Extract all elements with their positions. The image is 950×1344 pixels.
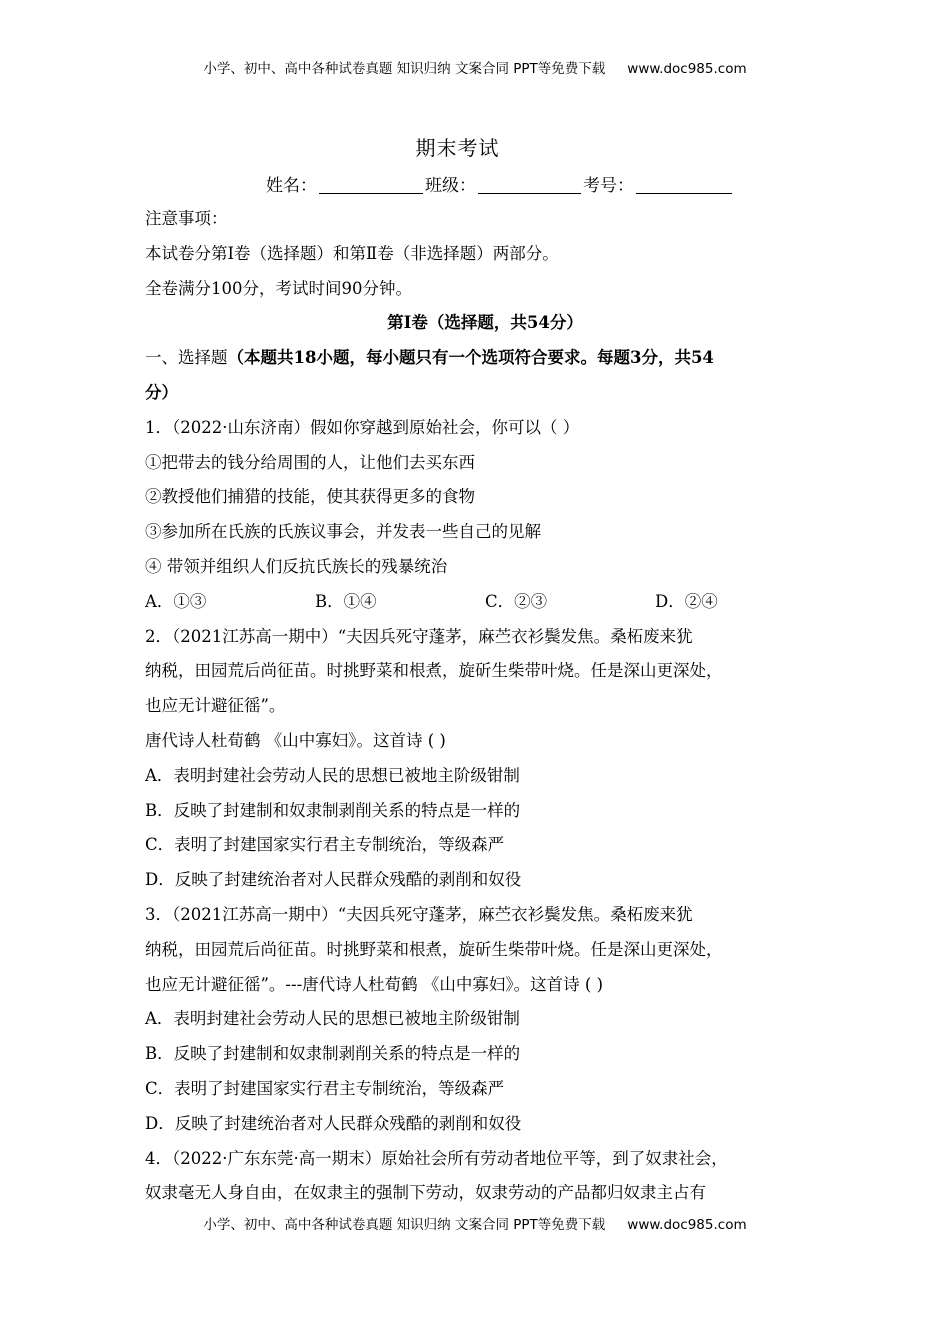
notes-heading: 注意事项： (145, 209, 228, 228)
name-label: 姓名： (266, 176, 317, 196)
answer-option-c: C．表明了封建国家实行君主专制统治，等级森严 (145, 1078, 505, 1098)
footer-site-link[interactable]: www.doc985.com (627, 1217, 747, 1233)
question-stem: 也应无计避征徭”。---唐代诗人杜荀鹤 《山中寡妇》。这首诗 ( ) (145, 974, 604, 994)
class-label: 班级： (425, 176, 476, 196)
name-blank (319, 175, 423, 194)
exam-title: 期末考试 (415, 136, 500, 160)
header-text: 小学、初中、高中各种试卷真题 知识归纳 文案合同 PPT等免费下载 (203, 61, 606, 77)
answer-option-b: B．反映了封建制和奴隶制剥削关系的特点是一样的 (145, 800, 521, 820)
answer-option-a: A．表明封建社会劳动人民的思想已被地主阶级钳制 (145, 1009, 520, 1029)
answer-option-d: D．②④ (655, 591, 718, 611)
footer-text: 小学、初中、高中各种试卷真题 知识归纳 文案合同 PPT等免费下载 (203, 1217, 606, 1233)
section-intro-prefix: 一、选择题 (145, 348, 228, 368)
page-footer (0, 1213, 950, 1233)
question-stem: 唐代诗人杜荀鹤 《山中寡妇》。这首诗 ( ) (145, 730, 446, 750)
question-statement: ①把带去的钱分给周围的人，让他们去买东西 (145, 452, 475, 472)
answer-option-c: C．②③ (485, 591, 548, 611)
section-intro-rules-cont: 分） (145, 382, 178, 402)
question-stem: 纳税，田园荒后尚征苗。时挑野菜和根煮，旋斫生柴带叶烧。任是深山更深处， (145, 661, 723, 681)
student-info-line (0, 171, 950, 196)
page-header (0, 57, 950, 77)
answer-option-b: B．①④ (315, 591, 377, 611)
number-label: 考号： (583, 176, 634, 196)
question-stem: 也应无计避征徭”。 (145, 696, 286, 716)
answer-option-a: A．表明封建社会劳动人民的思想已被地主阶级钳制 (145, 765, 520, 785)
question-statement: ②教授他们捕猎的技能，使其获得更多的食物 (145, 487, 475, 507)
question-stem: 纳税，田园荒后尚征苗。时挑野菜和根煮，旋斫生柴带叶烧。任是深山更深处， (145, 939, 723, 959)
answer-option-a: A．①③ (145, 591, 207, 611)
question-stem: 1．（2022·山东济南）假如你穿越到原始社会，你可以（ ） (145, 417, 580, 437)
question-statement: ④ 带领并组织人们反抗氏族长的残暴统治 (145, 556, 448, 576)
question-stem: 4．（2022·广东东莞·高一期末）原始社会所有劳动者地位平等，到了奴隶社会， (145, 1148, 728, 1168)
answer-option-c: C．表明了封建国家实行君主专制统治，等级森严 (145, 835, 505, 855)
exam-content (145, 202, 825, 1211)
number-blank (636, 175, 732, 194)
answer-option-b: B．反映了封建制和奴隶制剥削关系的特点是一样的 (145, 1044, 521, 1064)
notes-line: 全卷满分100分，考试时间90分钟。 (145, 278, 412, 298)
question-stem: 2．（2021江苏高一期中）“夫因兵死守蓬茅，麻苎衣衫鬓发焦。桑柘废来犹 (145, 626, 693, 646)
answer-option-d: D．反映了封建统治者对人民群众残酷的剥削和奴役 (145, 1113, 522, 1133)
answer-options-row (145, 585, 825, 620)
section-intro (145, 341, 825, 376)
class-blank (478, 175, 581, 194)
question-stem: 3．（2021江苏高一期中）“夫因兵死守蓬茅，麻苎衣衫鬓发焦。桑柘废来犹 (145, 904, 693, 924)
header-site-link[interactable]: www.doc985.com (627, 61, 747, 77)
question-stem: 奴隶毫无人身自由，在奴隶主的强制下劳动，奴隶劳动的产品都归奴隶主占有 (145, 1183, 706, 1203)
answer-option-d: D．反映了封建统治者对人民群众残酷的剥削和奴役 (145, 870, 522, 890)
notes-line: 本试卷分第Ⅰ卷（选择题）和第Ⅱ卷（非选择题）两部分。 (145, 243, 559, 263)
question-statement: ③参加所在氏族的氏族议事会，并发表一些自己的见解 (145, 522, 541, 542)
section-intro-rules: （本题共18小题，每小题只有一个选项符合要求。每题3分，共54 (227, 348, 714, 368)
section-title: 第Ⅰ卷（选择题，共54分） (387, 313, 583, 333)
